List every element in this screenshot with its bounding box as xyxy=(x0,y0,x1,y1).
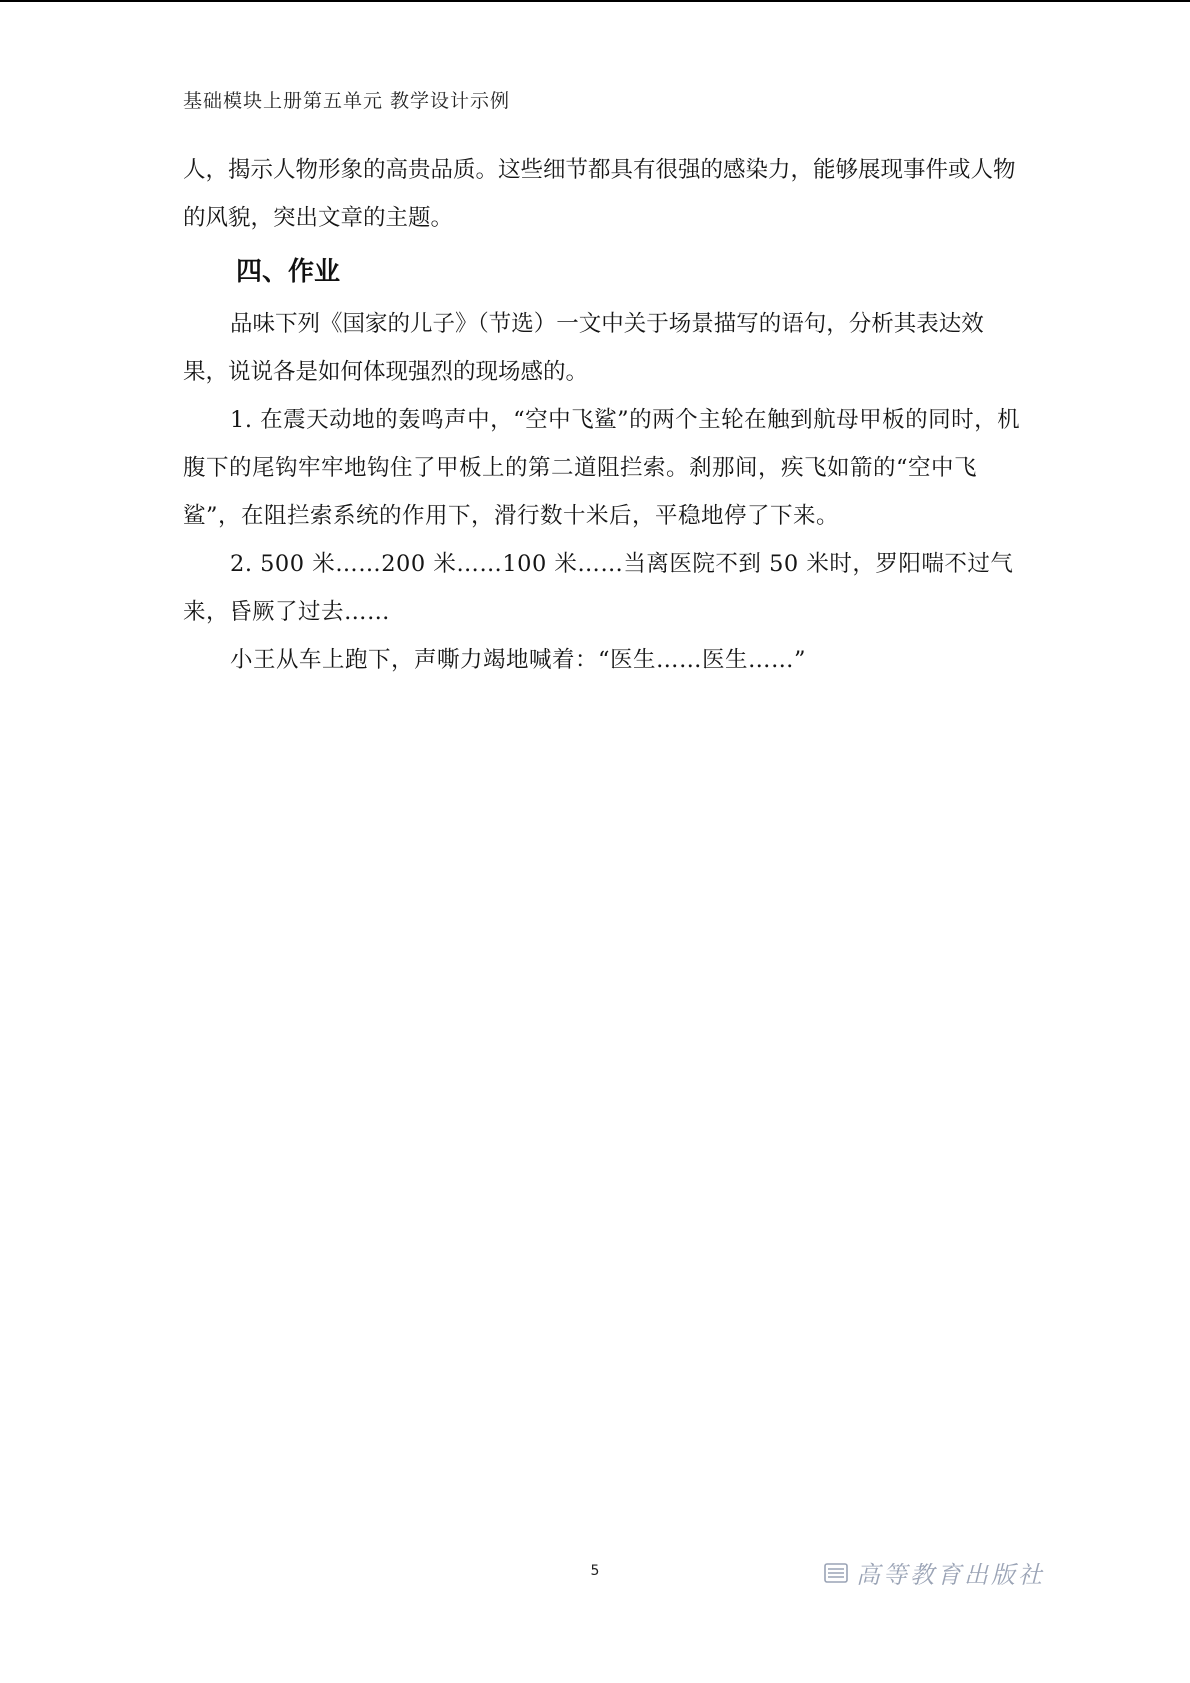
publisher-mark xyxy=(824,1555,1045,1590)
top-rule xyxy=(0,0,1190,2)
intro-paragraph: 人，揭示人物形象的高贵品质。这些细节都具有很强的感染力，能够展现事件或人物的风貌，突出文章的主题。 xyxy=(183,157,1016,231)
page-content xyxy=(183,146,1023,684)
homework-item-1: 1. 在震天动地的轰鸣声中，“空中飞鲨”的两个主轮在触到航母甲板的同时，机腹下的尾钩牢牢地钩住了甲板上的第二道阻拦索。刹那间，疾飞如箭的“空中飞鲨”，在阻拦索系统的作用下，滑行数十米后，平稳地停了下来。 xyxy=(183,407,1021,529)
homework-item-2: 2. 500 米……200 米……100 米……当离医院不到 50 米时，罗阳喘不过气来，昏厥了过去…… xyxy=(183,551,1014,625)
homework-item-2-continuation: 小王从车上跑下，声嘶力竭地喊着：“医生……医生……” xyxy=(230,647,807,673)
section-heading-homework: 四、作业 xyxy=(236,257,341,287)
task-paragraph: 品味下列《国家的儿子》（节选）一文中关于场景描写的语句，分析其表达效果，说说各是如何体现强烈的现场感的。 xyxy=(183,311,984,385)
page-number: 5 xyxy=(590,1563,600,1579)
publisher-name: 高等教育出版社 xyxy=(856,1561,1045,1589)
publisher-logo-icon xyxy=(824,1562,848,1584)
running-header: 基础模块上册第五单元 教学设计示例 xyxy=(183,90,511,112)
